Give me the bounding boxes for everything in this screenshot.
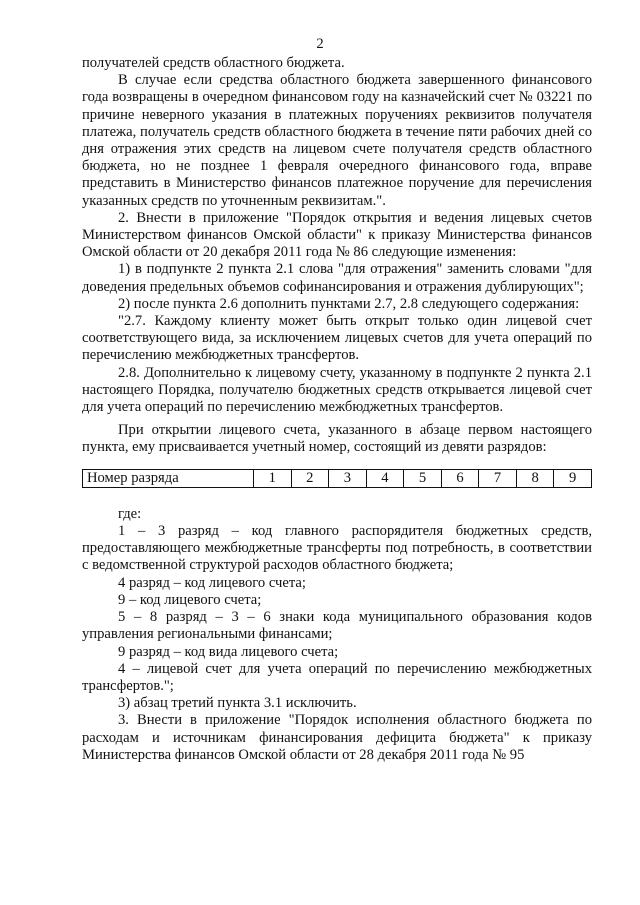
paragraph: В случае если средства областного бюджета завершенного финансового года возвращены в очередном финансовом году на казначейский счет № 03221 по причине неверного указания в платежных поручениях реквизитов получателя платежа, получатель средств областного бюджета в течение пяти рабочих дней со дня отражения этих средств на лицевом счете получателя средств областного бюджета, но не позднее 1 февраля очередного финансового года, вправе представить в Министерство финансов платежное поручение для перечисления указанных средств по уточненным реквизитам.".	[82, 72, 592, 209]
paragraph: 2. Внести в приложение "Порядок открытия и ведения лицевых счетов Министерством финансов Омской области" к приказу Министерства финансов Омской области от 20 декабря 2011 года № 86 следующие изменения:	[82, 209, 592, 261]
paragraph: При открытии лицевого счета, указанного в абзаце первом настоящего пункта, ему присваивается учетный номер, состоящий из девяти разрядов:	[82, 422, 592, 456]
paragraphs-top	[82, 55, 592, 457]
paragraph: 1) в подпункте 2 пункта 2.1 слова "для отражения" заменить словами "для доведения предельных объемов софинансирования и отражения дублирующих";	[82, 261, 592, 295]
digit-cell: 4	[366, 469, 404, 487]
paragraph: 2) после пункта 2.6 дополнить пунктами 2.7, 2.8 следующего содержания:	[118, 295, 580, 312]
paragraph: "2.7. Каждому клиенту может быть открыт только один лицевой счет соответствующего вида, за исключением лицевых счетов для учета операций по перечислению межбюджетных трансфертов.	[82, 313, 592, 364]
digit-cell: 9	[554, 469, 592, 487]
digit-cell: 3	[329, 469, 367, 487]
paragraphs-bottom	[82, 506, 592, 764]
paragraph: получателей средств областного бюджета.	[82, 55, 345, 71]
digit-cell: 7	[479, 469, 517, 487]
digit-cell: 8	[516, 469, 554, 487]
paragraph: 3. Внести в приложение "Порядок исполнения областного бюджета по расходам и источникам финансирования дефицита бюджета" к приказу Министерства финансов Омской области от 28 декабря 2011 года № 95	[82, 712, 592, 763]
paragraph: 2.8. Дополнительно к лицевому счету, указанному в подпункте 2 пункта 2.1 настоящего Порядка, получателю бюджетных средств открывается лицевой счет для учета операций по перечислению межбюджетных трансфертов.	[82, 364, 592, 416]
paragraph: 4 разряд – код лицевого счета;	[118, 574, 306, 591]
paragraph: 9 – код лицевого счета;	[118, 591, 262, 608]
digit-table-label: Номер разряда	[83, 469, 254, 487]
digit-cell: 2	[291, 469, 329, 487]
digit-cell: 6	[441, 469, 479, 487]
paragraph: где:	[118, 505, 142, 522]
digit-table-row	[83, 469, 592, 487]
digit-cell: 5	[404, 469, 442, 487]
paragraph: 4 – лицевой счет для учета операций по перечислению межбюджетных трансфертов.";	[82, 660, 592, 694]
paragraph: 1 – 3 разряд – код главного распорядителя бюджетных средств, предоставляющего межбюджетные трансферты под потребность, в соответствии с ведомственной структурой расходов областного бюджета;	[82, 523, 592, 574]
digit-cell: 1	[254, 469, 292, 487]
digit-table	[82, 469, 592, 488]
paragraph: 9 разряд – код вида лицевого счета;	[118, 643, 339, 660]
page-number: 2	[316, 36, 324, 52]
document-body	[82, 55, 592, 764]
paragraph: 5 – 8 разряд – 3 – 6 знаки кода муниципального образования кодов управления региональными финансами;	[82, 609, 592, 643]
paragraph: 3) абзац третий пункта 3.1 исключить.	[118, 695, 357, 712]
